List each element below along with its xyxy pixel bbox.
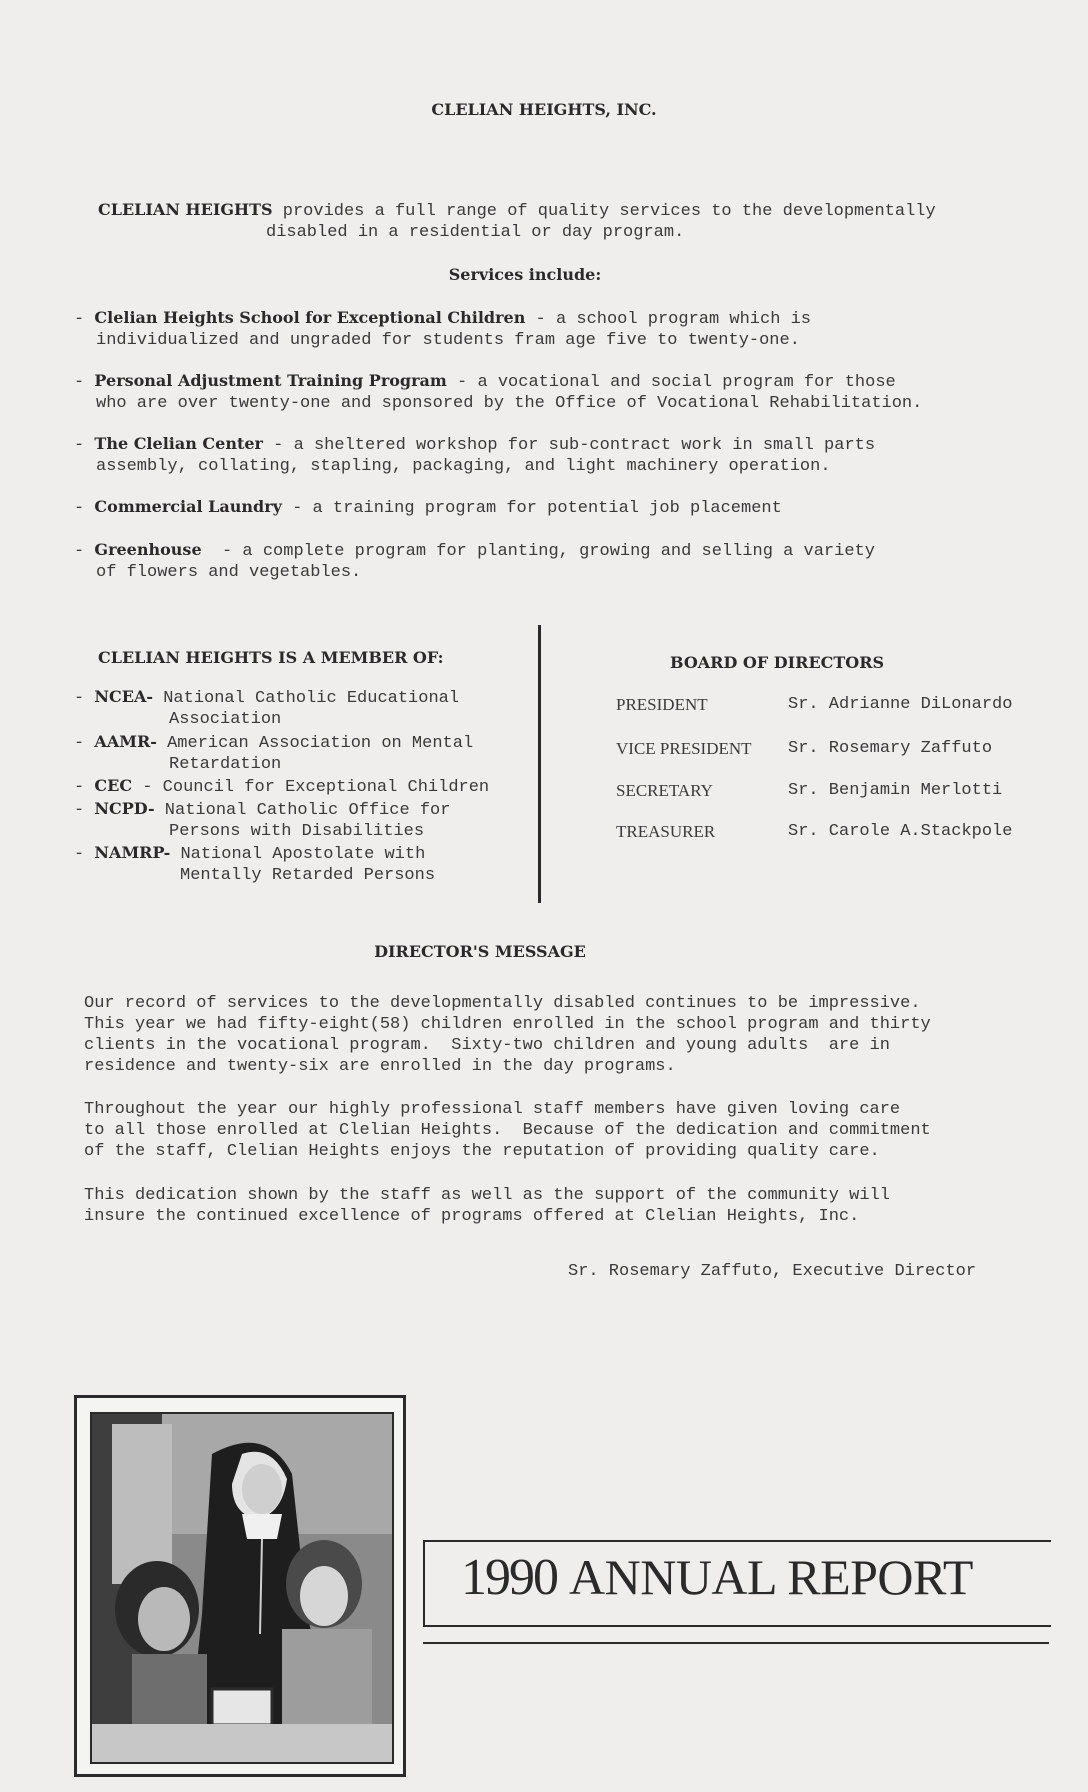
officer-name: Sr. Adrianne DiLonardo xyxy=(788,695,1013,714)
officer-role: VICE PRESIDENT xyxy=(616,739,752,758)
service-desc: - a school program which is xyxy=(525,310,812,329)
message-line: insure the continued excellence of programs offered at Clelian Heights, Inc. xyxy=(84,1207,860,1226)
service-item: - Clelian Heights School for Exceptional Children - a school program which is individualized and ungraded for students fram age five to twenty-one. xyxy=(74,307,1014,351)
officer-row xyxy=(616,694,1056,716)
service-desc: - a sheltered workshop for sub-contract work in small parts xyxy=(262,436,876,455)
member-abbr: NAMRP- xyxy=(94,843,171,862)
officer-role: SECRETARY xyxy=(616,781,713,800)
member-item: - NCEA- National Catholic Educational Association xyxy=(74,686,524,730)
member-abbr: CEC xyxy=(94,776,133,795)
officer-row xyxy=(616,821,1056,843)
member-desc-cont: Association xyxy=(169,710,282,729)
member-abbr: AAMR- xyxy=(94,732,157,751)
service-item: - The Clelian Center - a sheltered workshop for sub-contract work in small parts assembly, collating, stapling, packaging, and light machinery operation. xyxy=(74,433,1014,477)
officer-row xyxy=(616,780,1056,802)
member-desc: American Association on Mental xyxy=(156,734,474,753)
member-item: - NAMRP- National Apostolate with Mentally Retarded Persons xyxy=(74,842,524,886)
member-desc-cont: Persons with Disabilities xyxy=(169,822,425,841)
photo-frame xyxy=(74,1395,406,1777)
message-line: This year we had fifty-eight(58) children enrolled in the school program and thirty xyxy=(84,1015,931,1034)
board-heading: BOARD OF DIRECTORS xyxy=(670,653,885,672)
service-item: - Personal Adjustment Training Program - a vocational and social program for those who are over twenty-one and sponsored by the Office of Vocational Rehabilitation. xyxy=(74,370,1014,414)
officer-row xyxy=(616,738,1056,760)
service-desc-cont: individualized and ungraded for students fram age five to twenty-one. xyxy=(96,331,800,350)
member-desc: National Apostolate with xyxy=(170,845,426,864)
message-line: Our record of services to the developmentally disabled continues to be impressive. xyxy=(84,994,921,1013)
service-desc-cont: of flowers and vegetables. xyxy=(96,563,362,582)
service-desc: - a vocational and social program for those xyxy=(446,373,896,392)
service-desc: - a training program for potential job placement xyxy=(281,499,782,518)
member-abbr: NCEA- xyxy=(94,687,154,706)
banner-underline xyxy=(423,1642,1049,1644)
message-line: of the staff, Clelian Heights enjoys the reputation of providing quality care. xyxy=(84,1142,880,1161)
member-item: - CEC - Council for Exceptional Children xyxy=(74,776,490,797)
message-paragraph-1 xyxy=(84,993,1034,1077)
service-desc: - a complete program for planting, growing and selling a variety xyxy=(201,542,875,561)
intro-line-1: provides a full range of quality services to the developmentally xyxy=(272,202,936,221)
message-paragraph-2 xyxy=(84,1099,1034,1162)
service-desc-cont: who are over twenty-one and sponsored by the Office of Vocational Rehabilitation. xyxy=(96,394,923,413)
message-paragraph-3 xyxy=(84,1185,1034,1227)
member-desc-cont: Mentally Retarded Persons xyxy=(180,866,436,885)
officer-name: Sr. Carole A.Stackpole xyxy=(788,822,1013,841)
officer-role: TREASURER xyxy=(616,822,716,841)
photo-nun-with-children xyxy=(90,1412,394,1764)
photo-illustration xyxy=(92,1414,392,1762)
services-heading: Services include: xyxy=(448,265,602,284)
service-item: - Greenhouse - a complete program for planting, growing and selling a variety of flowers and vegetables. xyxy=(74,539,1014,583)
members-heading: CLELIAN HEIGHTS IS A MEMBER OF: xyxy=(98,648,444,667)
service-name: Greenhouse xyxy=(94,540,202,559)
service-name: The Clelian Center xyxy=(94,434,263,453)
member-desc: - Council for Exceptional Children xyxy=(132,778,490,797)
annual-report-banner xyxy=(423,1540,1051,1627)
intro-line-2: disabled in a residential or day program. xyxy=(266,223,685,242)
signature: Sr. Rosemary Zaffuto, Executive Director xyxy=(568,1262,977,1281)
message-line: clients in the vocational program. Sixty-two children and young adults are in xyxy=(84,1036,890,1055)
officer-name: Sr. Benjamin Merlotti xyxy=(788,781,1003,800)
service-name: Commercial Laundry xyxy=(94,497,282,516)
page-title: CLELIAN HEIGHTS, INC. xyxy=(431,100,657,119)
member-abbr: NCPD- xyxy=(94,799,155,818)
column-divider xyxy=(538,625,541,903)
officer-name: Sr. Rosemary Zaffuto xyxy=(788,739,993,758)
intro-org-name: CLELIAN HEIGHTS xyxy=(98,200,273,219)
member-desc: National Catholic Educational xyxy=(153,689,460,708)
member-item: - NCPD- National Catholic Office for Persons with Disabilities xyxy=(74,798,524,842)
member-desc-cont: Retardation xyxy=(169,755,282,774)
message-line: This dedication shown by the staff as well as the support of the community will xyxy=(84,1186,890,1205)
report-year: 1990 xyxy=(461,1549,557,1606)
officer-role: PRESIDENT xyxy=(616,695,708,714)
message-line: to all those enrolled at Clelian Heights. Because of the dedication and commitment xyxy=(84,1121,931,1140)
service-name: Personal Adjustment Training Program xyxy=(94,371,447,390)
annual-report-title xyxy=(461,1548,973,1607)
service-name: Clelian Heights School for Exceptional Children xyxy=(94,308,526,327)
message-line: residence and twenty-six are enrolled in the day programs. xyxy=(84,1057,676,1076)
member-item: - AAMR- American Association on Mental Retardation xyxy=(74,731,524,775)
report-title-text: ANNUAL REPORT xyxy=(569,1549,973,1605)
message-line: Throughout the year our highly professional staff members have given loving care xyxy=(84,1100,901,1119)
service-desc-cont: assembly, collating, stapling, packaging, and light machinery operation. xyxy=(96,457,831,476)
intro-paragraph xyxy=(98,199,998,243)
directors-message-heading: DIRECTOR'S MESSAGE xyxy=(374,942,586,961)
member-desc: National Catholic Office for xyxy=(154,801,451,820)
service-item: - Commercial Laundry - a training program for potential job placement xyxy=(74,497,782,518)
